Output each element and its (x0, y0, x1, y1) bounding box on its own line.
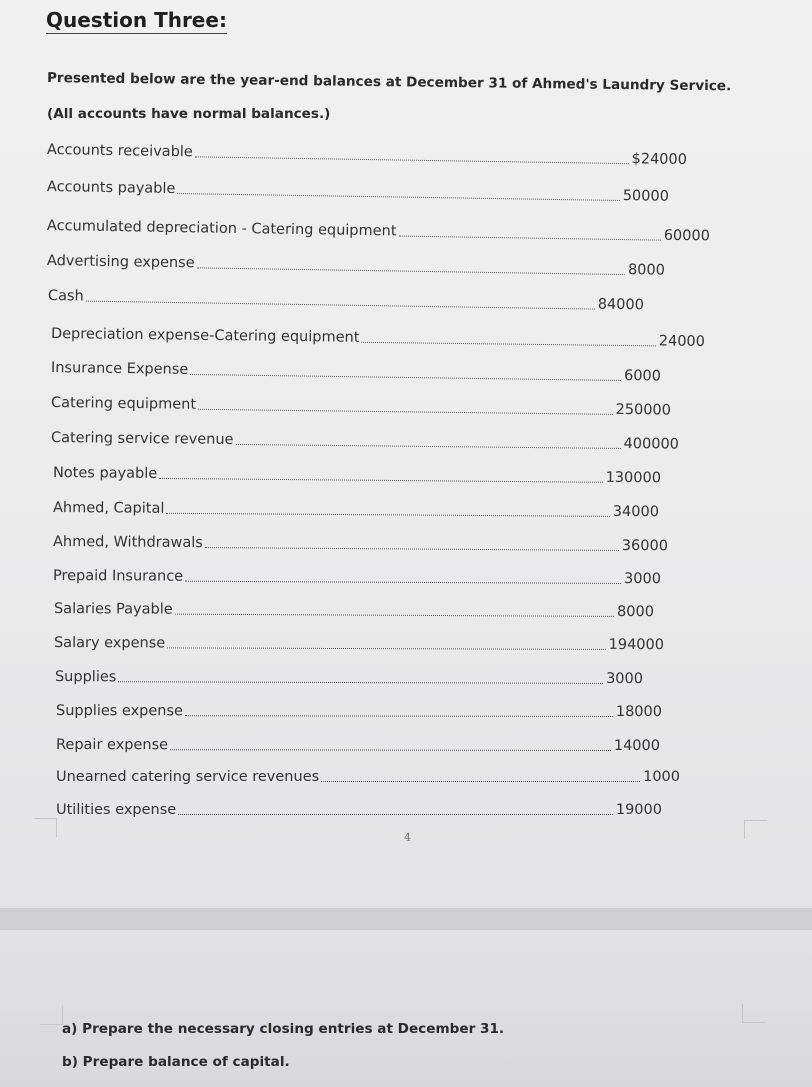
account-name: Advertising expense (46, 253, 195, 272)
account-value: 1000 (643, 769, 680, 785)
account-name: Salary expense (53, 635, 166, 652)
account-name: Repair expense (55, 737, 169, 754)
note-text: (All accounts have normal balances.) (47, 106, 331, 122)
dot-leader (167, 646, 605, 650)
question-b: b) Prepare balance of capital. (62, 1054, 290, 1070)
account-name: Prepaid Insurance (52, 568, 184, 585)
account-value: 60000 (663, 227, 711, 245)
intro-text: Presented below are the year-end balances at December 31 of Ahmed's Laundry Service. (46, 70, 732, 95)
account-row (53, 531, 668, 555)
account-name: Accounts receivable (46, 142, 193, 161)
account-name: Depreciation expense-Catering equipment (50, 326, 360, 346)
account-value: 250000 (615, 401, 672, 419)
account-name: Accounts payable (46, 179, 176, 198)
question-a: a) Prepare the necessary closing entries at December 31. (62, 1021, 505, 1037)
account-value: 194000 (608, 636, 665, 654)
account-value: 50000 (622, 188, 670, 205)
dot-leader (235, 443, 620, 449)
corner-crop-mark (744, 820, 767, 839)
account-row (55, 666, 643, 688)
account-value: 3000 (624, 570, 662, 588)
page-gap (0, 908, 812, 930)
account-value: 400000 (623, 435, 680, 453)
account-value: 84000 (597, 296, 645, 314)
account-value: 24000 (658, 333, 706, 350)
account-name: Salaries Payable (53, 601, 173, 618)
question-title: Question Three: (46, 8, 227, 32)
account-name: Ahmed, Withdrawals (52, 534, 203, 552)
account-value: 8000 (617, 603, 655, 621)
account-value: 36000 (621, 537, 669, 555)
account-value: 14000 (613, 737, 661, 755)
account-row (56, 700, 662, 721)
corner-crop-mark (40, 1006, 63, 1025)
account-name: Accumulated depreciation - Catering equipment (46, 218, 397, 240)
account-row (53, 497, 659, 521)
account-value: 6000 (623, 368, 662, 385)
dot-leader (185, 580, 621, 584)
account-name: Ahmed, Capital (52, 500, 165, 517)
account-row (56, 766, 680, 786)
dot-leader (361, 341, 655, 347)
dot-leader (118, 680, 603, 684)
dot-leader (159, 477, 602, 483)
account-name: Supplies expense (55, 703, 183, 720)
account-value: $24000 (631, 151, 688, 169)
account-name: Catering equipment (50, 395, 197, 413)
account-name: Supplies (54, 669, 117, 686)
account-name: Utilities expense (56, 802, 177, 818)
dot-leader (166, 512, 609, 517)
account-name: Catering service revenue (50, 430, 234, 448)
dot-leader (185, 714, 613, 717)
account-name: Cash (47, 288, 84, 305)
dot-leader (205, 546, 619, 551)
account-row (53, 565, 661, 588)
account-value: 34000 (612, 503, 660, 521)
account-row (54, 632, 664, 654)
account-value: 130000 (605, 469, 662, 487)
dot-leader (190, 373, 621, 381)
account-name: Notes payable (52, 465, 158, 482)
account-value: 8000 (627, 262, 666, 279)
account-row (56, 734, 660, 755)
account-name: Unearned catering service revenues (56, 769, 320, 785)
account-value: 18000 (615, 703, 663, 721)
dot-leader (398, 235, 660, 241)
corner-crop-mark (742, 1004, 765, 1023)
account-value: 19000 (615, 802, 662, 818)
dot-leader (178, 813, 613, 815)
dot-leader (321, 780, 640, 782)
dot-leader (198, 408, 613, 415)
account-name: Insurance Expense (50, 360, 189, 378)
account-value: 3000 (606, 670, 644, 688)
dot-leader (175, 613, 614, 617)
page-number: 4 (404, 831, 411, 844)
account-row (56, 799, 662, 819)
account-row (54, 598, 654, 621)
corner-crop-mark (34, 818, 57, 837)
dot-leader (170, 748, 611, 751)
